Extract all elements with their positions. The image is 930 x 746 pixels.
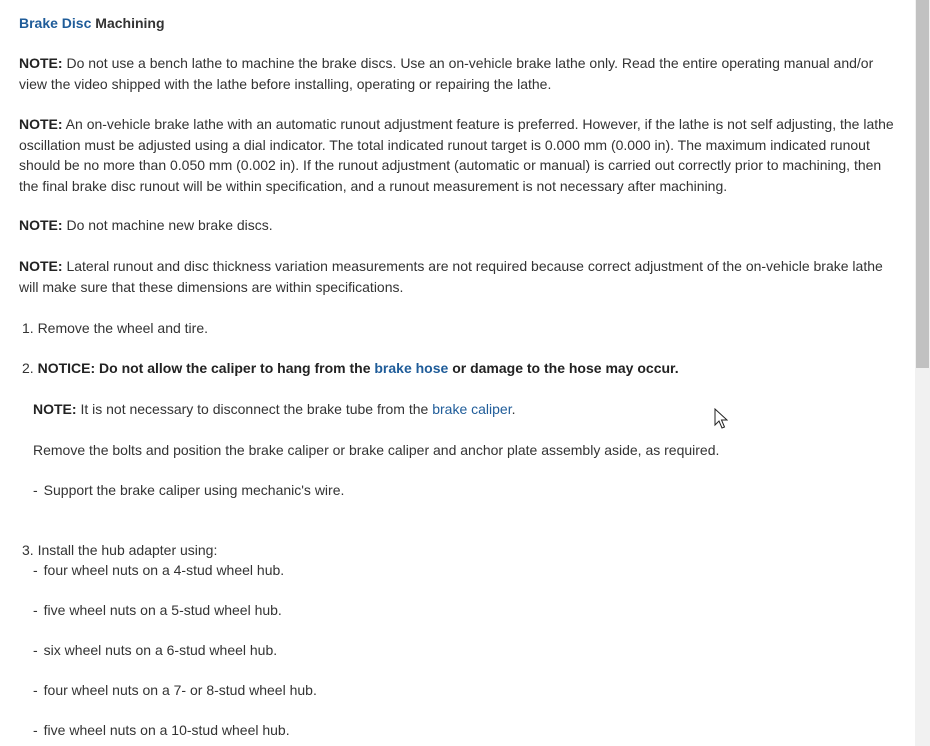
brake-caliper-link[interactable]: brake caliper xyxy=(432,401,512,417)
brake-hose-link[interactable]: brake hose xyxy=(374,360,449,376)
step-2-notice xyxy=(22,358,679,378)
note-lateral-runout xyxy=(19,256,897,297)
step-2-instruction: Remove the bolts and position the brake caliper or brake caliper and anchor plate assembly aside, as required. xyxy=(33,442,720,458)
note-label: NOTE: xyxy=(19,258,63,274)
dash-bullet: - xyxy=(33,682,38,698)
note-label: NOTE: xyxy=(19,116,63,132)
note-text: An on-vehicle brake lathe with an automatic runout adjustment feature is preferred. However, if the lathe is not self adjusting, the lathe oscillation must be adjusted using a dial indicator. The total indicated runout target is 0.000 mm (0.000 in). The maximum indicated runout should be no more than 0.050 mm (0.002 in). If the runout adjustment (automatic or manual) is carried out correctly prior to machining, then the final brake disc runout will be within specification, and a runout measurement is not necessary after machining. xyxy=(19,116,894,194)
dash-bullet: - xyxy=(33,482,38,498)
mouse-pointer-icon xyxy=(714,408,728,430)
title-link[interactable]: Brake Disc xyxy=(19,15,92,31)
step-3-item xyxy=(33,720,290,740)
step-2-note xyxy=(33,399,515,419)
step-3-item xyxy=(33,640,277,660)
note-text: Do not machine new brake discs. xyxy=(62,217,273,233)
note-label: NOTE: xyxy=(19,55,63,71)
sub-item-text: four wheel nuts on a 4-stud wheel hub. xyxy=(43,562,285,578)
sub-item-text: five wheel nuts on a 10-stud wheel hub. xyxy=(43,722,290,738)
sub-item-text: six wheel nuts on a 6-stud wheel hub. xyxy=(43,642,278,658)
dash-bullet: - xyxy=(33,602,38,618)
dash-bullet: - xyxy=(33,642,38,658)
sub-item-text: Support the brake caliper using mechanic's wire. xyxy=(43,482,345,498)
page-title xyxy=(19,13,165,33)
sub-item-text: four wheel nuts on a 7- or 8-stud wheel hub. xyxy=(43,682,317,698)
dash-bullet: - xyxy=(33,722,38,738)
note-bench-lathe xyxy=(19,53,897,94)
note-new-discs xyxy=(19,215,897,236)
sub-item-text: five wheel nuts on a 5-stud wheel hub. xyxy=(43,602,282,618)
notice-text-post: or damage to the hose may occur. xyxy=(448,360,679,376)
step-3: 3. Install the hub adapter using: xyxy=(22,542,218,558)
note-text: Lateral runout and disc thickness variation measurements are not required because correct adjustment of the on-vehicle brake lathe will make sure that these dimensions are within specifications. xyxy=(19,258,883,295)
vertical-scrollbar[interactable] xyxy=(915,0,930,746)
step-number: 2. xyxy=(22,360,34,376)
step-1: 1. Remove the wheel and tire. xyxy=(22,320,208,336)
note-label: NOTE: xyxy=(19,217,63,233)
note-text-post: . xyxy=(511,401,516,417)
step-2-sub-item xyxy=(33,480,344,500)
title-rest: Machining xyxy=(91,15,165,31)
note-text: Do not use a bench lathe to machine the brake discs. Use an on-vehicle brake lathe only. Read the entire operating manual and/or view the video shipped with the lathe before installing, operating or repairing the lathe. xyxy=(19,55,874,92)
note-text-pre: It is not necessary to disconnect the brake tube from the xyxy=(76,401,433,417)
step-3-item xyxy=(33,600,282,620)
step-3-item xyxy=(33,560,284,580)
note-runout-adjustment xyxy=(19,114,897,196)
document-content xyxy=(19,0,899,746)
dash-bullet: - xyxy=(33,562,38,578)
notice-text-pre: NOTICE: Do not allow the caliper to hang from the xyxy=(37,360,375,376)
note-label: NOTE: xyxy=(33,401,77,417)
step-3-item xyxy=(33,680,317,700)
scrollbar-thumb[interactable] xyxy=(916,0,929,368)
